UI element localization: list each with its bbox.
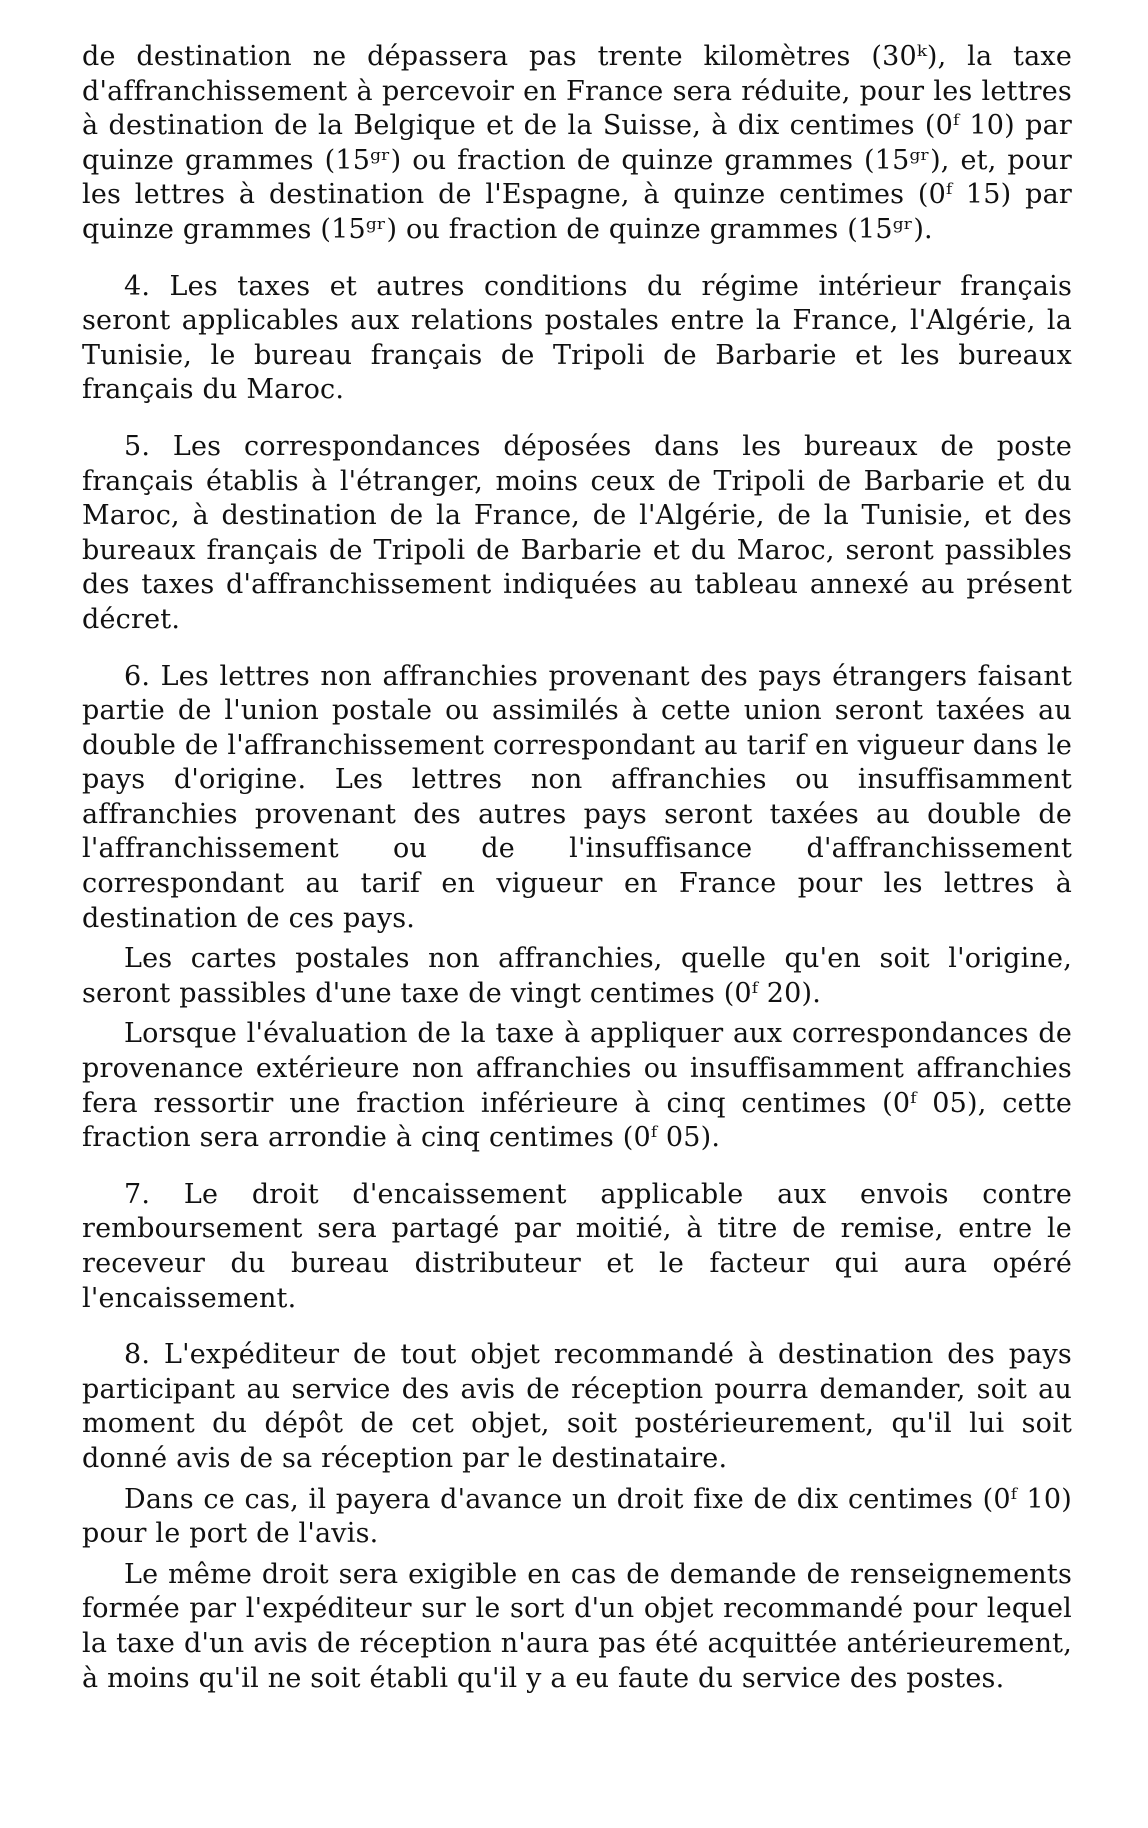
paragraph-article-6: 6. Les lettres non affranchies provenant des pays étrangers faisant partie de l'union postale ou assimilés à cette union seront taxées au double de l'affranchissement correspondant au tarif en vigueur dans le pays d'origine. Les lettres non affranchies ou insuffisamment affranchies provenant des autres pays seront taxées au double de l'affranchissement ou de l'insuffisance d'affranchissement correspondant au tarif en vigueur en France pour les lettres à destination de ces pays. (82, 660, 1072, 934)
paragraph-article-7: 7. Le droit d'encaissement applicable aux envois contre remboursement sera partagé par moitié, à titre de remise, entre le receveur du bureau distributeur et le facteur qui aura opéré l'encaissement. (82, 1178, 1072, 1314)
document-page (82, 40, 1072, 1718)
paragraph-article-6-postcards: Les cartes postales non affranchies, quelle qu'en soit l'origine, seront passibles d'une taxe de vingt centimes (0ᶠ 20). (82, 943, 1072, 1009)
paragraph-article-8-fee: Dans ce cas, il payera d'avance un droit fixe de dix centimes (0ᶠ 10) pour le port de l'avis. (82, 1483, 1072, 1550)
paragraph-article-6-rounding: Lorsque l'évaluation de la taxe à appliquer aux correspondances de provenance extérieure non affranchies ou insuffisamment affranchies fera ressortir une fraction inférieure à cinq centimes (0ᶠ 05), cette fraction sera arrondie à cinq centimes (0ᶠ 05). (82, 1018, 1072, 1154)
paragraph-article-4: 4. Les taxes et autres conditions du régime intérieur français seront applicables aux relations postales entre la France, l'Algérie, la Tunisie, le bureau français de Tripoli de Barbarie et les bureaux français du Maroc. (82, 270, 1072, 406)
paragraph-article-8: 8. L'expéditeur de tout objet recommandé à destination des pays participant au service des avis de réception pourra demander, soit au moment du dépôt de cet objet, soit postérieurement, qu'il lui soit donné avis de sa réception par le destinataire. (82, 1339, 1072, 1474)
paragraph-article-5: 5. Les correspondances déposées dans les bureaux de poste français établis à l'étranger, moins ceux de Tripoli de Barbarie et du Maroc, à destination de la France, de l'Algérie, de la Tunisie, et des bureaux français de Tripoli de Barbarie et du Maroc, seront passibles des taxes d'affranchissement indiquées au tableau annexé au présent décret. (82, 430, 1072, 635)
paragraph-article-8-inquiry: Le même droit sera exigible en cas de demande de renseignements formée par l'expéditeur sur le sort d'un objet recommandé pour lequel la taxe d'un avis de réception n'aura pas été acquittée antérieurement, à moins qu'il ne soit établi qu'il y a eu faute du service des postes. (82, 1558, 1072, 1694)
paragraph-continuation: de destination ne dépassera pas trente kilomètres (30ᵏ), la taxe d'affranchissement à percevoir en France sera réduite, pour les lettres à destination de la Belgique et de la Suisse, à dix centimes (0ᶠ 10) par quinze grammes (15ᵍʳ) ou fraction de quinze grammes (15ᵍʳ), et, pour les lettres à destination de l'Espagne, à quinze centimes (0ᶠ 15) par quinze grammes (15ᵍʳ) ou fraction de quinze grammes (15ᵍʳ). (82, 41, 1072, 245)
